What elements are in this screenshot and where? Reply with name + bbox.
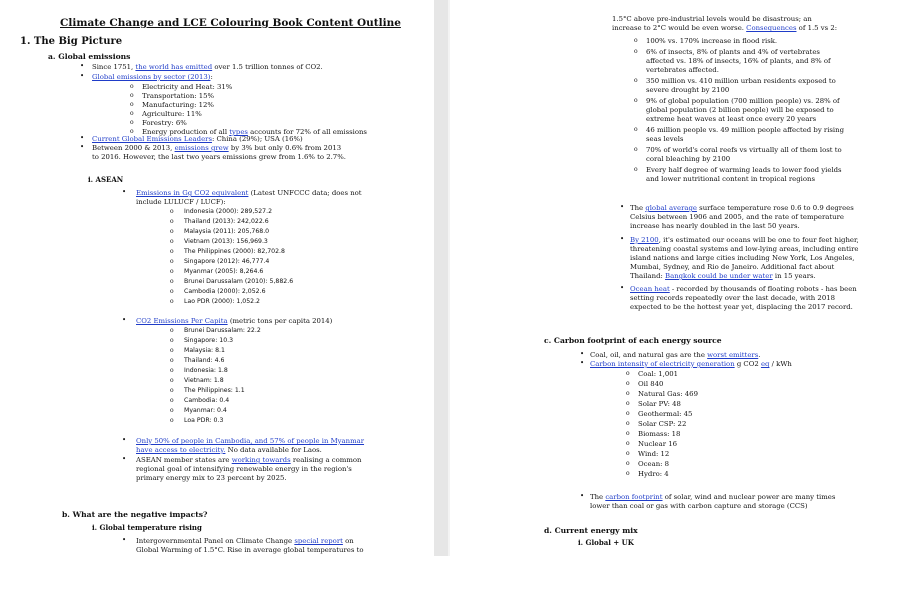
bullet-icon: • — [80, 143, 85, 151]
bullet-icon: • — [620, 284, 625, 292]
working-towards-link[interactable]: working towards — [231, 456, 291, 464]
list-item-cont: Celsius between 1906 and 2005, and the rate of temperature — [630, 213, 844, 221]
document-page-left — [18, 0, 430, 591]
sub-bullet-icon: o — [634, 146, 638, 153]
sub-bullet-icon: o — [170, 377, 174, 384]
list-item: The carbon footprint of solar, wind and nuclear power are many times — [590, 493, 836, 501]
special-report-link[interactable]: special report — [294, 537, 343, 545]
list-item-cont: regional goal of intensifying renewable energy in the region's — [136, 465, 352, 473]
sub-list-item: The Philippines (2000): 82,702.8 — [184, 248, 285, 255]
sub-bullet-icon: o — [170, 407, 174, 414]
list-item: Current Global Emissions Leaders: China (29%); USA (16%) — [92, 135, 303, 143]
sub-bullet-icon: o — [130, 119, 134, 126]
eq-link[interactable]: eq — [760, 360, 770, 368]
sub-list-item: Forestry: 6% — [142, 119, 187, 127]
consequence-item-cont: vertebrates affected. — [646, 66, 719, 74]
sub-bullet-icon: o — [626, 440, 630, 447]
sub-list-item: Electricity and Heat: 31% — [142, 83, 233, 91]
sub-bullet-icon: o — [170, 347, 174, 354]
sub-list-item: Brunei Darussalam (2010): 5,882.6 — [184, 278, 294, 285]
consequence-item: 100% vs. 170% increase in flood risk. — [646, 37, 778, 45]
heading-carbon-footprint: c. Carbon footprint of each energy source — [544, 336, 722, 345]
heading-global-emissions: a. Global emissions — [48, 52, 131, 61]
page-gutter-edge — [448, 0, 450, 556]
consequence-item-cont: and lower nutritional content in tropical regions — [646, 175, 815, 183]
list-item: CO2 Emissions Per Capita (metric tons per capita 2014) — [136, 317, 333, 325]
sub-list-item: Malaysia (2011): 205,768.0 — [184, 228, 270, 235]
sub-bullet-icon: o — [170, 278, 174, 285]
sub-list-item: Biomass: 18 — [638, 430, 681, 438]
heading-global-uk: i. Global + UK — [578, 538, 634, 547]
sub-list-item: Singapore: 10.3 — [184, 337, 234, 344]
consequence-item-cont: extreme heat waves at least once every 20 years — [646, 115, 817, 123]
sub-list-item: Brunei Darussalam: 22.2 — [184, 327, 261, 334]
list-item-cont: have access to electricity. No data available for Laos. — [136, 446, 322, 454]
sub-list-item: Lao PDR (2000): 1,052.2 — [184, 298, 260, 305]
sub-bullet-icon: o — [170, 327, 174, 334]
sub-list-item: Transportation: 15% — [142, 92, 215, 100]
sub-bullet-icon: o — [130, 128, 134, 135]
carbon-intensity-link[interactable]: Carbon intensity of electricity generation — [590, 360, 735, 368]
page-gutter — [434, 0, 448, 556]
leaders-link[interactable]: Current Global Emissions Leaders — [92, 135, 212, 143]
text-line: 1.5°C above pre-industrial levels would be disastrous; an — [612, 15, 812, 23]
sub-bullet-icon: o — [626, 380, 630, 387]
sub-list-item: Myanmar: 0.4 — [184, 407, 227, 414]
sub-bullet-icon: o — [634, 126, 638, 133]
sub-list-item: Agriculture: 11% — [142, 110, 202, 118]
consequence-item: 70% of world's coral reefs vs virtually all of them lost to — [646, 146, 842, 154]
list-item: Ocean heat - recorded by thousands of floating robots - has been — [630, 285, 857, 293]
consequence-item: 9% of global population (700 million people) vs. 28% of — [646, 97, 840, 105]
consequence-item: 46 million people vs. 49 million people affected by rising — [646, 126, 844, 134]
list-item: By 2100, it's estimated our oceans will be one to four feet higher, — [630, 236, 859, 244]
list-item: Between 2000 & 2013, emissions grew by 3% but only 0.6% from 2013 — [92, 144, 342, 152]
document-title[interactable]: Climate Change and LCE Colouring Book Content Outline — [60, 17, 401, 29]
bullet-icon: • — [122, 455, 127, 463]
sub-bullet-icon: o — [170, 397, 174, 404]
sub-bullet-icon: o — [170, 218, 174, 225]
heading-temperature-rising: i. Global temperature rising — [92, 523, 202, 532]
sub-list-item: Wind: 12 — [638, 450, 670, 458]
list-item: ASEAN member states are working towards realising a common — [136, 456, 362, 464]
sector-link[interactable]: Global emissions by sector (2013) — [92, 73, 211, 81]
sub-bullet-icon: o — [626, 420, 630, 427]
bullet-icon: • — [580, 359, 585, 367]
sub-bullet-icon: o — [634, 166, 638, 173]
sub-bullet-icon: o — [626, 450, 630, 457]
list-item: Carbon intensity of electricity generation g CO2 eq / kWh — [590, 360, 792, 368]
list-item-cont: expected to be the hottest year yet, displacing the 2017 record. — [630, 303, 853, 311]
bullet-icon: • — [580, 350, 585, 358]
bullet-icon: • — [122, 536, 127, 544]
sub-list-item: Cambodia (2000): 2,052.6 — [184, 288, 266, 295]
sub-bullet-icon: o — [626, 390, 630, 397]
sub-list-item: Nuclear 16 — [638, 440, 677, 448]
bullet-icon: • — [122, 436, 127, 444]
sub-bullet-icon: o — [170, 288, 174, 295]
sub-list-item: Ocean: 8 — [638, 460, 670, 468]
list-item-cont: Mumbai, Sydney, and Rio de Janeiro. Additional fact about — [630, 263, 835, 271]
sub-bullet-icon: o — [170, 367, 174, 374]
list-item-cont: threatening coastal systems and low-lying areas, including entire — [630, 245, 859, 253]
list-item-cont: to 2016. However, the last two years emissions grew from 1.6% to 2.7%. — [92, 153, 346, 161]
sub-list-item: Loa PDR: 0.3 — [184, 417, 224, 424]
bullet-icon: • — [80, 62, 85, 70]
carbon-footprint-link[interactable]: carbon footprint — [605, 493, 663, 501]
list-item: Coal, oil, and natural gas are the worst emitters. — [590, 351, 761, 359]
sub-bullet-icon: o — [634, 48, 638, 55]
asean-emissions-link[interactable]: Emissions in Gg CO2 equivalent — [136, 189, 249, 197]
consequence-item-cont: severe drought by 2100 — [646, 86, 730, 94]
sub-list-item: Natural Gas: 469 — [638, 390, 698, 398]
sub-bullet-icon: o — [626, 370, 630, 377]
bullet-icon: • — [122, 188, 127, 196]
consequence-item-cont: seas levels — [646, 135, 684, 143]
list-item-cont: island nations and large cities including New York, Los Angeles, — [630, 254, 855, 262]
per-capita-link[interactable]: CO2 Emissions Per Capita — [136, 317, 228, 325]
sub-bullet-icon: o — [170, 258, 174, 265]
list-item: The global average surface temperature rose 0.6 to 0.9 degrees — [630, 204, 854, 212]
sub-bullet-icon: o — [626, 470, 630, 477]
list-item: Emissions in Gg CO2 equivalent (Latest UNFCCC data; does not — [136, 189, 362, 197]
sub-bullet-icon: o — [170, 238, 174, 245]
sub-list-item: Coal: 1,001 — [638, 370, 678, 378]
sub-bullet-icon: o — [130, 83, 134, 90]
sub-list-item: Thailand (2013): 242,022.6 — [184, 218, 269, 225]
sub-bullet-icon: o — [626, 400, 630, 407]
sub-bullet-icon: o — [170, 248, 174, 255]
sub-bullet-icon: o — [170, 208, 174, 215]
sub-list-item: Thailand: 4.6 — [184, 357, 225, 364]
sub-bullet-icon: o — [626, 460, 630, 467]
sub-list-item: Manufacturing: 12% — [142, 101, 214, 109]
list-item-cont: increase has nearly doubled in the last 50 years. — [630, 222, 800, 230]
sub-bullet-icon: o — [170, 357, 174, 364]
sub-list-item: Vietnam: 1.8 — [184, 377, 224, 384]
emissions-grew-link[interactable]: emissions grew — [174, 144, 229, 152]
sub-list-item: Oil 840 — [638, 380, 664, 388]
list-item-cont: Global Warming of 1.5°C. Rise in average global temperatures to — [136, 546, 364, 554]
electricity-access-link[interactable]: Only 50% of people in Cambodia, and 57% of people in Myanmar — [136, 437, 365, 445]
sub-bullet-icon: o — [170, 337, 174, 344]
bullet-icon: • — [80, 72, 85, 80]
sub-bullet-icon: o — [130, 110, 134, 117]
sub-bullet-icon: o — [170, 268, 174, 275]
by-2100-link[interactable]: By 2100 — [630, 236, 659, 244]
heading-negative-impacts: b. What are the negative impacts? — [62, 510, 208, 519]
sub-bullet-icon: o — [170, 417, 174, 424]
emitted-link[interactable]: the world has emitted — [135, 63, 213, 71]
electricity-access-link-2[interactable]: have access to electricity. — [136, 446, 226, 454]
sub-list-item: Indonesia (2000): 289,527.2 — [184, 208, 273, 215]
sub-list-item: Malaysia: 8.1 — [184, 347, 225, 354]
bullet-icon: • — [620, 203, 625, 211]
list-item: Since 1751, the world has emitted over 1.5 trillion tonnes of CO2. — [92, 63, 323, 71]
sub-bullet-icon: o — [626, 410, 630, 417]
consequences-link[interactable]: Consequences — [746, 24, 797, 32]
consequence-item: 350 million vs. 410 million urban residents exposed to — [646, 77, 836, 85]
global-average-link[interactable]: global average — [645, 204, 697, 212]
consequence-item-cont: coral bleaching by 2100 — [646, 155, 731, 163]
sub-bullet-icon: o — [634, 37, 638, 44]
bangkok-link[interactable]: Bangkok could be under water — [665, 272, 773, 280]
sub-bullet-icon: o — [626, 430, 630, 437]
consequence-item: Every half degree of warming leads to lower food yields — [646, 166, 842, 174]
heading-asean: i. ASEAN — [88, 175, 124, 184]
sub-list-item: Indonesia: 1.8 — [184, 367, 228, 374]
worst-emitters-link[interactable]: worst emitters — [707, 351, 759, 359]
sub-bullet-icon: o — [170, 298, 174, 305]
text-line: increase to 2°C would be even worse. Consequences of 1.5 vs 2: — [612, 24, 838, 32]
heading-energy-mix: d. Current energy mix — [544, 526, 638, 535]
bullet-icon: • — [80, 134, 85, 142]
sub-list-item: Energy production of all types accounts for 72% of all emissions — [142, 128, 367, 136]
list-item-cont: Thailand: Bangkok could be under water in 15 years. — [630, 272, 816, 280]
sub-bullet-icon: o — [170, 228, 174, 235]
list-item: Intergovernmental Panel on Climate Change special report on — [136, 537, 354, 545]
list-item: Global emissions by sector (2013): — [92, 73, 213, 81]
sub-list-item: Geothermal: 45 — [638, 410, 693, 418]
bullet-icon: • — [122, 316, 127, 324]
list-item-cont: include LULUCF / LUCF): — [136, 198, 226, 206]
sub-list-item: Vietnam (2013): 156,969.3 — [184, 238, 268, 245]
sub-bullet-icon: o — [634, 77, 638, 84]
sub-bullet-icon: o — [130, 101, 134, 108]
sub-list-item: Solar PV: 48 — [638, 400, 681, 408]
sub-list-item: Singapore (2012): 46,777.4 — [184, 258, 270, 265]
sub-list-item: The Philippines: 1.1 — [184, 387, 245, 394]
types-link[interactable]: types — [229, 128, 248, 136]
bullet-icon: • — [580, 492, 585, 500]
document-page-right — [462, 0, 902, 591]
heading-big-picture: 1. The Big Picture — [20, 36, 123, 47]
sub-list-item: Solar CSP: 22 — [638, 420, 687, 428]
sub-list-item: Hydro: 4 — [638, 470, 669, 478]
sub-list-item: Cambodia: 0.4 — [184, 397, 230, 404]
list-item-cont: setting records repeatedly over the last decade, with 2018 — [630, 294, 835, 302]
consequence-item-cont: affected vs. 18% of insects, 16% of plants, and 8% of — [646, 57, 831, 65]
sub-bullet-icon: o — [130, 92, 134, 99]
sub-bullet-icon: o — [170, 387, 174, 394]
bullet-icon: • — [620, 235, 625, 243]
list-item-cont: primary energy mix to 23 percent by 2025. — [136, 474, 287, 482]
sub-list-item: Myanmar (2005): 8,264.6 — [184, 268, 264, 275]
ocean-heat-link[interactable]: Ocean heat — [630, 285, 670, 293]
list-item-cont: lower than coal or gas with carbon capture and storage (CCS) — [590, 502, 808, 510]
consequence-item: 6% of insects, 8% of plants and 4% of vertebrates — [646, 48, 820, 56]
consequence-item-cont: global population (2 billion people) will be exposed to — [646, 106, 834, 114]
sub-bullet-icon: o — [634, 97, 638, 104]
list-item — [136, 437, 364, 446]
